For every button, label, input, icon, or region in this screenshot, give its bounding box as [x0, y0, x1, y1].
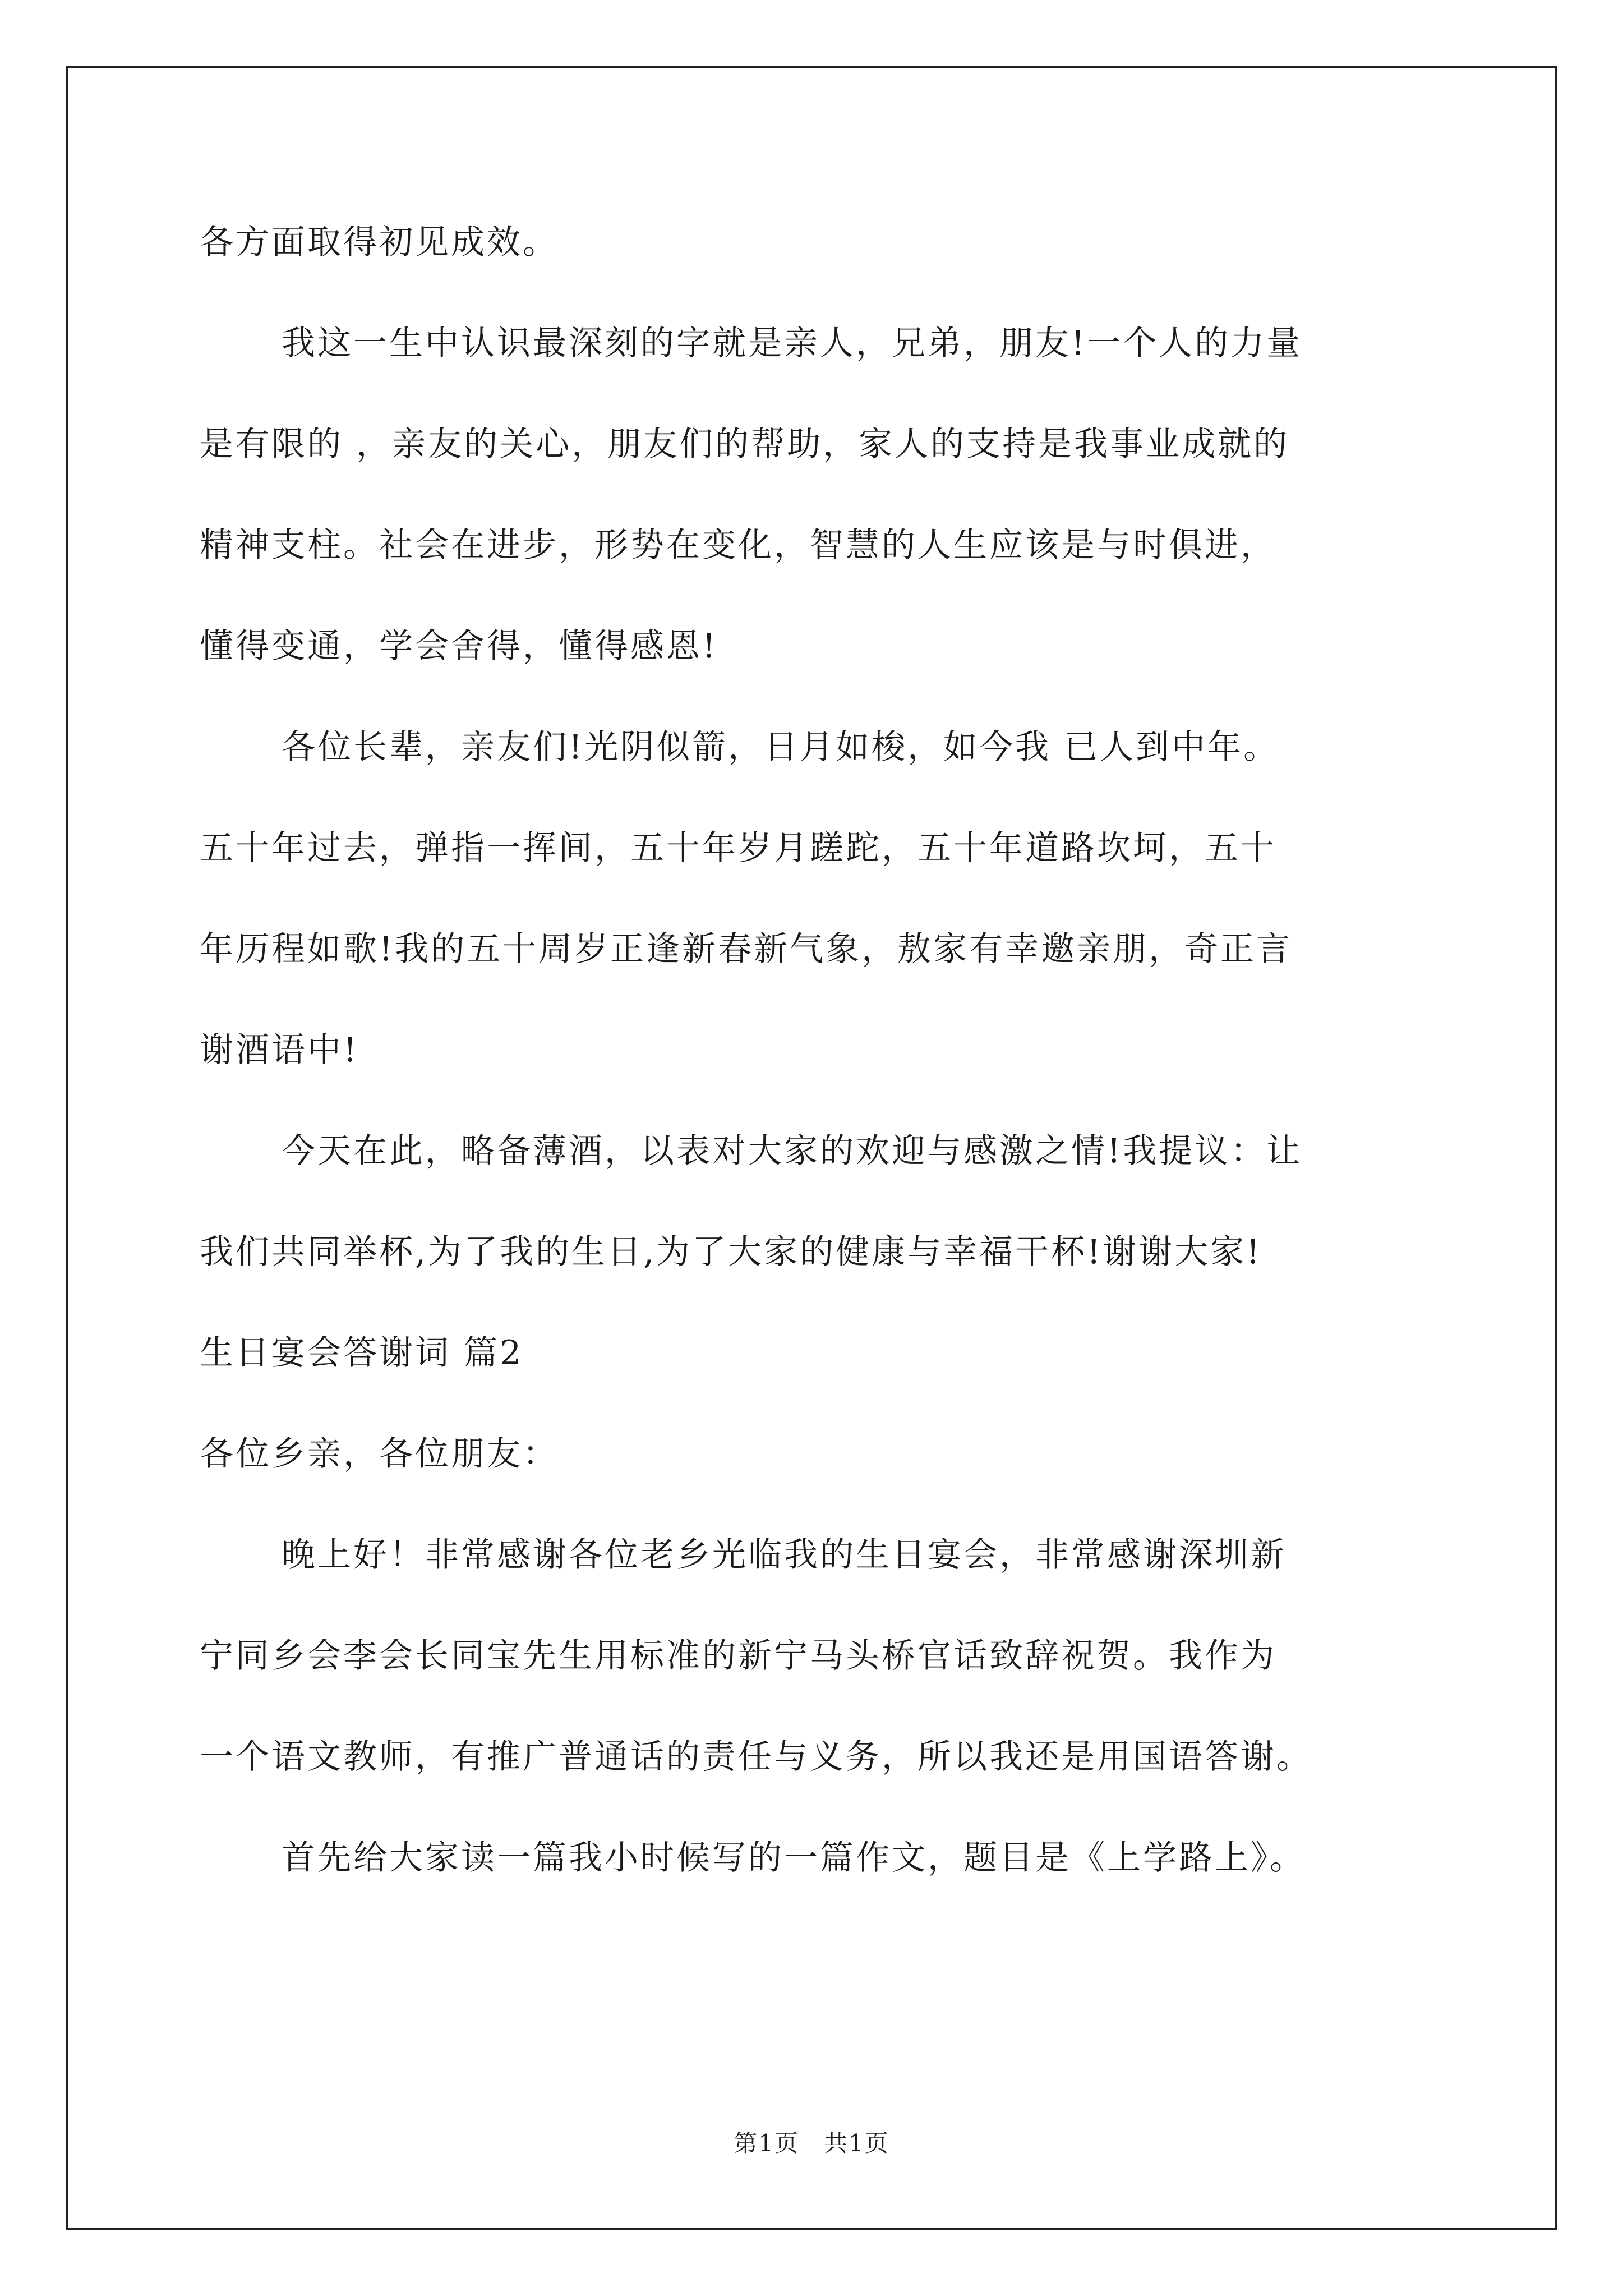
- text-line: 是有限的 ，亲友的关心，朋友们的帮助，家人的支持是我事业成就的: [200, 425, 1290, 464]
- text-line: 我们共同举杯,为了我的生日,为了大家的健康与幸福干杯!谢谢大家!: [200, 1232, 1262, 1272]
- text-line: 五十年过去，弹指一挥间，五十年岁月蹉跎，五十年道路坎坷，五十: [200, 829, 1276, 868]
- text-line: 懂得变通，学会舍得，懂得感恩!: [200, 627, 718, 666]
- text-line: 一个语文教师，有推广普通话的责任与义务，所以我还是用国语答谢。: [200, 1737, 1312, 1777]
- text-line: 年历程如歌!我的五十周岁正逢新春新气象，敖家有幸邀亲朋，奇正言: [200, 930, 1293, 969]
- paragraph-start-line: 今天在此，略备薄酒，以表对大家的欢迎与感激之情!我提议：让: [282, 1131, 1303, 1171]
- paragraph-start-line: 晚上好！非常感谢各位老乡光临我的生日宴会，非常感谢深圳新: [282, 1535, 1287, 1575]
- paragraph-start-line: 各位长辈，亲友们!光阴似箭，日月如梭，如今我 已人到中年。: [282, 728, 1280, 767]
- text-line: 谢酒语中!: [200, 1030, 359, 1070]
- text-line: 精神支柱。社会在进步，形势在变化，智慧的人生应该是与时俱进，: [200, 526, 1276, 565]
- section-heading: 生日宴会答谢词 篇2: [200, 1333, 524, 1373]
- text-line: 宁同乡会李会长同宝先生用标准的新宁马头桥官话致辞祝贺。我作为: [200, 1636, 1276, 1676]
- paragraph-start-line: 我这一生中认识最深刻的字就是亲人，兄弟，朋友!一个人的力量: [282, 324, 1303, 363]
- page-number: 第1页 共1页: [734, 2129, 889, 2157]
- text-line: 各方面取得初见成效。: [200, 223, 559, 262]
- salutation-line: 各位乡亲，各位朋友：: [200, 1434, 559, 1474]
- paragraph-start-line: 首先给大家读一篇我小时候写的一篇作文，题目是《上学路上》。: [282, 1838, 1306, 1878]
